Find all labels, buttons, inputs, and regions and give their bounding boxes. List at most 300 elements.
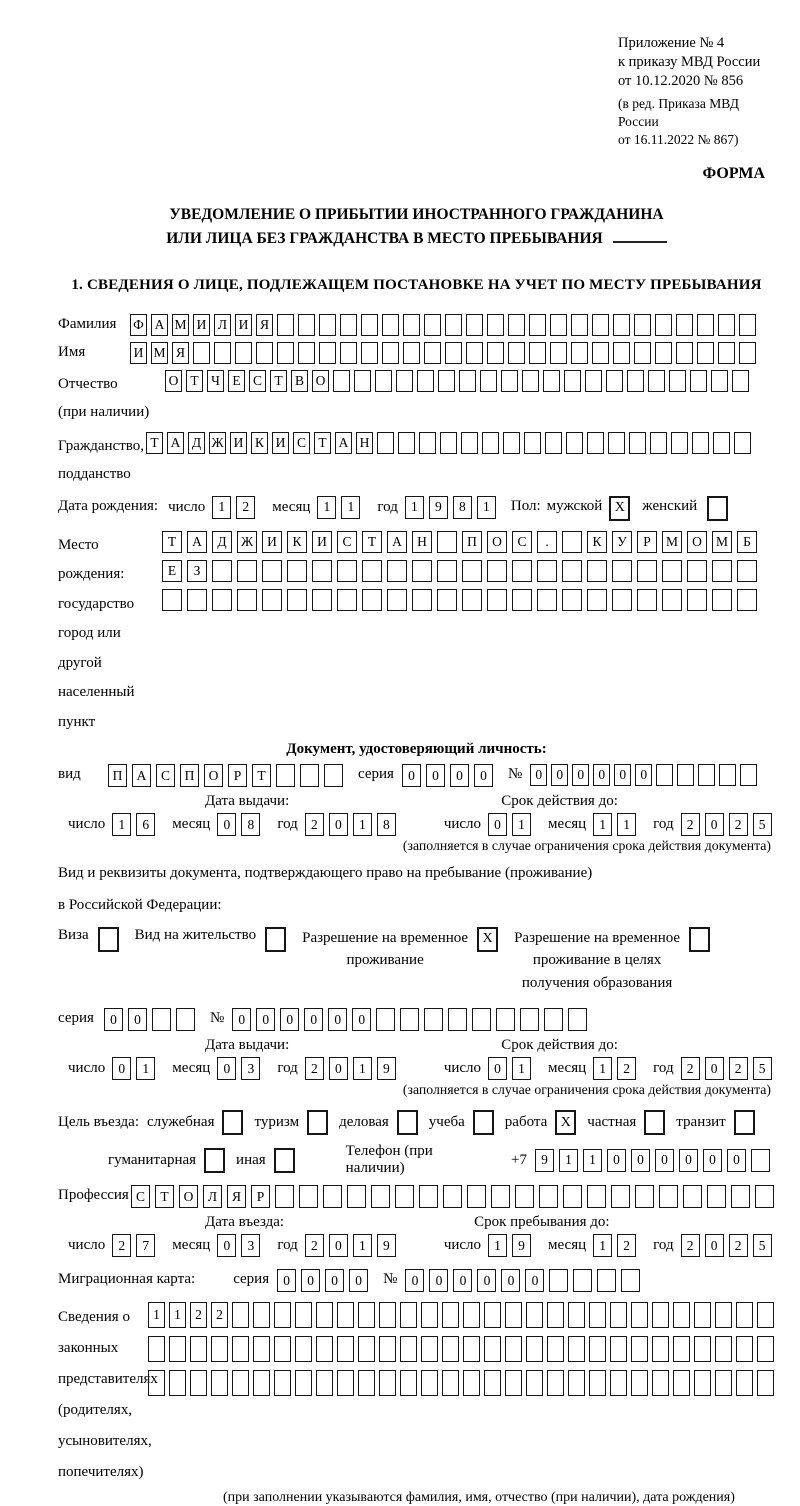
char-cell[interactable]: 0	[256, 1008, 275, 1031]
char-cell[interactable]: А	[335, 432, 352, 454]
char-cell[interactable]	[400, 1370, 417, 1396]
char-cell[interactable]: 1	[317, 496, 336, 519]
char-cell[interactable]: .	[537, 531, 557, 553]
char-cell[interactable]	[340, 342, 357, 364]
char-cell[interactable]: 1	[593, 813, 612, 836]
char-cell[interactable]	[568, 1008, 587, 1031]
char-cell[interactable]	[287, 589, 307, 611]
char-cell[interactable]	[379, 1336, 396, 1362]
char-cell[interactable]	[505, 1302, 522, 1328]
char-cell[interactable]: 1	[353, 1234, 372, 1257]
char-cell[interactable]: И	[193, 314, 210, 336]
char-cell[interactable]: 0	[329, 1057, 348, 1080]
char-cell[interactable]	[673, 1370, 690, 1396]
char-cell[interactable]: М	[151, 342, 168, 364]
char-cell[interactable]: 2	[729, 1057, 748, 1080]
char-cell[interactable]	[482, 432, 499, 454]
char-cell[interactable]: 5	[753, 1057, 772, 1080]
char-cell[interactable]	[610, 1336, 627, 1362]
char-cell[interactable]: 0	[474, 764, 493, 787]
char-cell[interactable]: Т	[314, 432, 331, 454]
char-cell[interactable]	[631, 1302, 648, 1328]
char-cell[interactable]: 2	[681, 813, 700, 836]
char-cell[interactable]	[421, 1336, 438, 1362]
char-cell[interactable]	[445, 342, 462, 364]
char-cell[interactable]: К	[287, 531, 307, 553]
char-cell[interactable]	[337, 560, 357, 582]
char-cell[interactable]	[484, 1336, 501, 1362]
char-cell[interactable]	[316, 1370, 333, 1396]
char-cell[interactable]	[232, 1370, 249, 1396]
char-cell[interactable]: 9	[512, 1234, 531, 1257]
char-cell[interactable]	[237, 589, 257, 611]
char-cell[interactable]	[312, 560, 332, 582]
option-checkbox[interactable]	[644, 1110, 665, 1135]
char-cell[interactable]: Я	[227, 1185, 246, 1208]
char-cell[interactable]	[472, 1008, 491, 1031]
char-cell[interactable]	[421, 1302, 438, 1328]
char-cell[interactable]: Т	[155, 1185, 174, 1208]
char-cell[interactable]	[463, 1370, 480, 1396]
char-cell[interactable]: 0	[352, 1008, 371, 1031]
char-cell[interactable]	[547, 1370, 564, 1396]
char-cell[interactable]	[442, 1302, 459, 1328]
char-cell[interactable]	[403, 314, 420, 336]
char-cell[interactable]	[694, 1336, 711, 1362]
char-cell[interactable]	[298, 314, 315, 336]
char-cell[interactable]: И	[312, 531, 332, 553]
char-cell[interactable]	[676, 342, 693, 364]
char-cell[interactable]	[214, 342, 231, 364]
char-cell[interactable]: 0	[217, 813, 236, 836]
char-cell[interactable]: 0	[217, 1234, 236, 1257]
char-cell[interactable]	[377, 432, 394, 454]
char-cell[interactable]	[190, 1336, 207, 1362]
char-cell[interactable]	[440, 432, 457, 454]
char-cell[interactable]: М	[172, 314, 189, 336]
char-cell[interactable]	[587, 1185, 606, 1208]
char-cell[interactable]: 1	[353, 813, 372, 836]
char-cell[interactable]	[549, 1269, 568, 1292]
char-cell[interactable]	[719, 764, 736, 786]
char-cell[interactable]: 1	[169, 1302, 186, 1328]
sex-female-box[interactable]	[707, 496, 728, 521]
char-cell[interactable]	[463, 1336, 480, 1362]
char-cell[interactable]	[677, 764, 694, 786]
option-checkbox[interactable]: X	[555, 1110, 576, 1135]
char-cell[interactable]	[757, 1336, 774, 1362]
char-cell[interactable]	[443, 1185, 462, 1208]
char-cell[interactable]	[547, 1336, 564, 1362]
char-cell[interactable]	[190, 1370, 207, 1396]
char-cell[interactable]: 0	[450, 764, 469, 787]
char-cell[interactable]: С	[131, 1185, 150, 1208]
char-cell[interactable]	[467, 1185, 486, 1208]
char-cell[interactable]	[400, 1008, 419, 1031]
char-cell[interactable]	[277, 342, 294, 364]
char-cell[interactable]: Н	[412, 531, 432, 553]
char-cell[interactable]	[736, 1336, 753, 1362]
char-cell[interactable]: 0	[705, 1234, 724, 1257]
char-cell[interactable]: 1	[148, 1302, 165, 1328]
char-cell[interactable]: 0	[329, 1234, 348, 1257]
char-cell[interactable]: И	[272, 432, 289, 454]
char-cell[interactable]	[299, 1185, 318, 1208]
char-cell[interactable]	[387, 589, 407, 611]
char-cell[interactable]	[736, 1302, 753, 1328]
char-cell[interactable]: Я	[172, 342, 189, 364]
char-cell[interactable]: И	[230, 432, 247, 454]
char-cell[interactable]: П	[108, 764, 127, 787]
char-cell[interactable]: 1	[617, 813, 636, 836]
char-cell[interactable]	[739, 314, 756, 336]
char-cell[interactable]: 1	[341, 496, 360, 519]
char-cell[interactable]	[545, 432, 562, 454]
char-cell[interactable]	[484, 1302, 501, 1328]
char-cell[interactable]: 1	[405, 496, 424, 519]
char-cell[interactable]	[232, 1302, 249, 1328]
char-cell[interactable]: 0	[635, 764, 652, 786]
char-cell[interactable]	[587, 432, 604, 454]
char-cell[interactable]	[718, 342, 735, 364]
char-cell[interactable]: 0	[572, 764, 589, 786]
char-cell[interactable]: Р	[228, 764, 247, 787]
char-cell[interactable]: 9	[377, 1234, 396, 1257]
char-cell[interactable]	[655, 314, 672, 336]
char-cell[interactable]	[512, 560, 532, 582]
char-cell[interactable]: Ч	[207, 370, 224, 392]
char-cell[interactable]	[611, 1185, 630, 1208]
char-cell[interactable]: 2	[211, 1302, 228, 1328]
char-cell[interactable]	[358, 1302, 375, 1328]
char-cell[interactable]: 0	[679, 1149, 698, 1172]
char-cell[interactable]	[606, 370, 623, 392]
char-cell[interactable]: 2	[729, 1234, 748, 1257]
char-cell[interactable]: 1	[512, 813, 531, 836]
char-cell[interactable]	[652, 1370, 669, 1396]
char-cell[interactable]	[187, 589, 207, 611]
char-cell[interactable]	[652, 1302, 669, 1328]
char-cell[interactable]	[412, 589, 432, 611]
char-cell[interactable]: 0	[280, 1008, 299, 1031]
char-cell[interactable]	[382, 342, 399, 364]
char-cell[interactable]	[193, 342, 210, 364]
char-cell[interactable]	[466, 314, 483, 336]
char-cell[interactable]: 0	[405, 1269, 424, 1292]
char-cell[interactable]	[568, 1370, 585, 1396]
char-cell[interactable]: Л	[203, 1185, 222, 1208]
char-cell[interactable]	[687, 589, 707, 611]
char-cell[interactable]	[466, 342, 483, 364]
char-cell[interactable]	[212, 560, 232, 582]
char-cell[interactable]: Л	[214, 314, 231, 336]
char-cell[interactable]	[275, 1185, 294, 1208]
char-cell[interactable]: 0	[329, 813, 348, 836]
char-cell[interactable]	[562, 560, 582, 582]
option-checkbox[interactable]	[473, 1110, 494, 1135]
char-cell[interactable]: 2	[112, 1234, 131, 1257]
char-cell[interactable]	[487, 560, 507, 582]
char-cell[interactable]	[694, 1302, 711, 1328]
char-cell[interactable]	[295, 1370, 312, 1396]
char-cell[interactable]: О	[179, 1185, 198, 1208]
char-cell[interactable]	[589, 1336, 606, 1362]
option-checkbox[interactable]	[307, 1110, 328, 1135]
char-cell[interactable]	[571, 342, 588, 364]
char-cell[interactable]: Р	[251, 1185, 270, 1208]
char-cell[interactable]	[631, 1336, 648, 1362]
char-cell[interactable]	[592, 314, 609, 336]
char-cell[interactable]	[707, 1185, 726, 1208]
char-cell[interactable]	[400, 1336, 417, 1362]
char-cell[interactable]	[755, 1185, 774, 1208]
char-cell[interactable]	[496, 1008, 515, 1031]
char-cell[interactable]: 0	[104, 1008, 123, 1031]
char-cell[interactable]	[480, 370, 497, 392]
char-cell[interactable]	[737, 560, 757, 582]
char-cell[interactable]: Б	[737, 531, 757, 553]
char-cell[interactable]: 0	[530, 764, 547, 786]
char-cell[interactable]: 0	[402, 764, 421, 787]
char-cell[interactable]	[276, 764, 295, 787]
char-cell[interactable]	[589, 1370, 606, 1396]
char-cell[interactable]	[550, 314, 567, 336]
char-cell[interactable]: 0	[727, 1149, 746, 1172]
char-cell[interactable]	[387, 560, 407, 582]
char-cell[interactable]	[437, 589, 457, 611]
char-cell[interactable]	[505, 1336, 522, 1362]
char-cell[interactable]: А	[132, 764, 151, 787]
char-cell[interactable]	[627, 370, 644, 392]
char-cell[interactable]: О	[204, 764, 223, 787]
char-cell[interactable]: 1	[477, 496, 496, 519]
char-cell[interactable]	[612, 589, 632, 611]
char-cell[interactable]: 1	[353, 1057, 372, 1080]
char-cell[interactable]: О	[312, 370, 329, 392]
char-cell[interactable]	[337, 589, 357, 611]
char-cell[interactable]: И	[130, 342, 147, 364]
char-cell[interactable]: 0	[551, 764, 568, 786]
char-cell[interactable]: П	[462, 531, 482, 553]
char-cell[interactable]	[715, 1336, 732, 1362]
char-cell[interactable]	[445, 314, 462, 336]
char-cell[interactable]	[162, 589, 182, 611]
char-cell[interactable]: 1	[212, 496, 231, 519]
char-cell[interactable]	[298, 342, 315, 364]
char-cell[interactable]	[712, 589, 732, 611]
char-cell[interactable]	[211, 1336, 228, 1362]
char-cell[interactable]	[316, 1336, 333, 1362]
char-cell[interactable]	[395, 1185, 414, 1208]
char-cell[interactable]	[459, 370, 476, 392]
char-cell[interactable]	[382, 314, 399, 336]
char-cell[interactable]: 9	[535, 1149, 554, 1172]
char-cell[interactable]	[421, 1370, 438, 1396]
char-cell[interactable]	[634, 314, 651, 336]
char-cell[interactable]: 0	[703, 1149, 722, 1172]
char-cell[interactable]: 1	[136, 1057, 155, 1080]
char-cell[interactable]	[698, 764, 715, 786]
char-cell[interactable]	[671, 432, 688, 454]
char-cell[interactable]	[634, 342, 651, 364]
char-cell[interactable]	[739, 342, 756, 364]
char-cell[interactable]	[526, 1336, 543, 1362]
char-cell[interactable]	[652, 1336, 669, 1362]
char-cell[interactable]: 8	[377, 813, 396, 836]
char-cell[interactable]: Т	[186, 370, 203, 392]
char-cell[interactable]: 2	[190, 1302, 207, 1328]
char-cell[interactable]	[462, 560, 482, 582]
char-cell[interactable]: 0	[705, 813, 724, 836]
char-cell[interactable]	[274, 1302, 291, 1328]
char-cell[interactable]	[232, 1336, 249, 1362]
char-cell[interactable]	[424, 342, 441, 364]
char-cell[interactable]: 0	[501, 1269, 520, 1292]
char-cell[interactable]	[487, 314, 504, 336]
char-cell[interactable]: 7	[136, 1234, 155, 1257]
char-cell[interactable]	[537, 560, 557, 582]
char-cell[interactable]	[491, 1185, 510, 1208]
char-cell[interactable]	[176, 1008, 195, 1031]
char-cell[interactable]	[337, 1302, 354, 1328]
char-cell[interactable]: С	[156, 764, 175, 787]
char-cell[interactable]	[262, 560, 282, 582]
char-cell[interactable]: 2	[236, 496, 255, 519]
char-cell[interactable]	[650, 432, 667, 454]
char-cell[interactable]	[324, 764, 343, 787]
char-cell[interactable]: И	[262, 531, 282, 553]
char-cell[interactable]	[437, 560, 457, 582]
char-cell[interactable]	[637, 560, 657, 582]
char-cell[interactable]	[319, 342, 336, 364]
char-cell[interactable]	[564, 370, 581, 392]
char-cell[interactable]	[529, 314, 546, 336]
char-cell[interactable]: 2	[305, 1057, 324, 1080]
char-cell[interactable]: Н	[356, 432, 373, 454]
char-cell[interactable]	[347, 1185, 366, 1208]
char-cell[interactable]	[412, 560, 432, 582]
char-cell[interactable]: 0	[607, 1149, 626, 1172]
char-cell[interactable]	[505, 1370, 522, 1396]
char-cell[interactable]: З	[187, 560, 207, 582]
char-cell[interactable]: 3	[241, 1234, 260, 1257]
char-cell[interactable]	[487, 589, 507, 611]
char-cell[interactable]	[592, 342, 609, 364]
char-cell[interactable]: С	[337, 531, 357, 553]
char-cell[interactable]: 6	[136, 813, 155, 836]
char-cell[interactable]: 0	[325, 1269, 344, 1292]
char-cell[interactable]	[655, 342, 672, 364]
char-cell[interactable]	[621, 1269, 640, 1292]
char-cell[interactable]	[237, 560, 257, 582]
char-cell[interactable]	[587, 560, 607, 582]
char-cell[interactable]	[361, 314, 378, 336]
char-cell[interactable]: 0	[477, 1269, 496, 1292]
char-cell[interactable]: О	[487, 531, 507, 553]
char-cell[interactable]	[424, 314, 441, 336]
char-cell[interactable]: 2	[681, 1057, 700, 1080]
visa-box[interactable]	[98, 927, 119, 952]
char-cell[interactable]: О	[687, 531, 707, 553]
option-checkbox[interactable]	[397, 1110, 418, 1135]
char-cell[interactable]: А	[187, 531, 207, 553]
char-cell[interactable]	[419, 1185, 438, 1208]
char-cell[interactable]	[169, 1336, 186, 1362]
char-cell[interactable]	[424, 1008, 443, 1031]
char-cell[interactable]: Е	[162, 560, 182, 582]
char-cell[interactable]	[461, 432, 478, 454]
char-cell[interactable]	[212, 589, 232, 611]
char-cell[interactable]	[608, 432, 625, 454]
char-cell[interactable]: 2	[305, 813, 324, 836]
char-cell[interactable]	[547, 1302, 564, 1328]
char-cell[interactable]	[587, 589, 607, 611]
char-cell[interactable]	[526, 1302, 543, 1328]
char-cell[interactable]	[316, 1302, 333, 1328]
char-cell[interactable]	[573, 1269, 592, 1292]
char-cell[interactable]: 0	[232, 1008, 251, 1031]
char-cell[interactable]	[562, 531, 582, 553]
char-cell[interactable]	[757, 1370, 774, 1396]
char-cell[interactable]	[613, 314, 630, 336]
char-cell[interactable]: 0	[328, 1008, 347, 1031]
char-cell[interactable]	[537, 589, 557, 611]
option-checkbox[interactable]	[204, 1148, 225, 1173]
char-cell[interactable]: С	[512, 531, 532, 553]
char-cell[interactable]: Т	[362, 531, 382, 553]
edu-permit-box[interactable]	[689, 927, 710, 952]
sex-male-box[interactable]: X	[609, 496, 630, 521]
char-cell[interactable]: А	[151, 314, 168, 336]
char-cell[interactable]	[683, 1185, 702, 1208]
char-cell[interactable]: Д	[188, 432, 205, 454]
char-cell[interactable]: 0	[277, 1269, 296, 1292]
char-cell[interactable]	[358, 1370, 375, 1396]
char-cell[interactable]	[503, 432, 520, 454]
char-cell[interactable]	[515, 1185, 534, 1208]
char-cell[interactable]	[612, 560, 632, 582]
char-cell[interactable]	[637, 589, 657, 611]
char-cell[interactable]: Е	[228, 370, 245, 392]
char-cell[interactable]	[713, 432, 730, 454]
char-cell[interactable]	[715, 1370, 732, 1396]
char-cell[interactable]: 0	[301, 1269, 320, 1292]
char-cell[interactable]	[562, 589, 582, 611]
char-cell[interactable]	[462, 589, 482, 611]
char-cell[interactable]	[563, 1185, 582, 1208]
char-cell[interactable]	[319, 314, 336, 336]
char-cell[interactable]	[543, 370, 560, 392]
char-cell[interactable]: 0	[705, 1057, 724, 1080]
char-cell[interactable]	[487, 342, 504, 364]
char-cell[interactable]: 0	[112, 1057, 131, 1080]
char-cell[interactable]: 0	[304, 1008, 323, 1031]
char-cell[interactable]	[253, 1336, 270, 1362]
char-cell[interactable]	[312, 589, 332, 611]
char-cell[interactable]	[235, 342, 252, 364]
char-cell[interactable]	[148, 1336, 165, 1362]
char-cell[interactable]	[148, 1370, 165, 1396]
char-cell[interactable]	[712, 560, 732, 582]
char-cell[interactable]	[731, 1185, 750, 1208]
char-cell[interactable]	[501, 370, 518, 392]
char-cell[interactable]: 2	[617, 1057, 636, 1080]
char-cell[interactable]: 0	[631, 1149, 650, 1172]
char-cell[interactable]	[673, 1336, 690, 1362]
char-cell[interactable]	[323, 1185, 342, 1208]
char-cell[interactable]: 1	[593, 1057, 612, 1080]
char-cell[interactable]	[690, 370, 707, 392]
